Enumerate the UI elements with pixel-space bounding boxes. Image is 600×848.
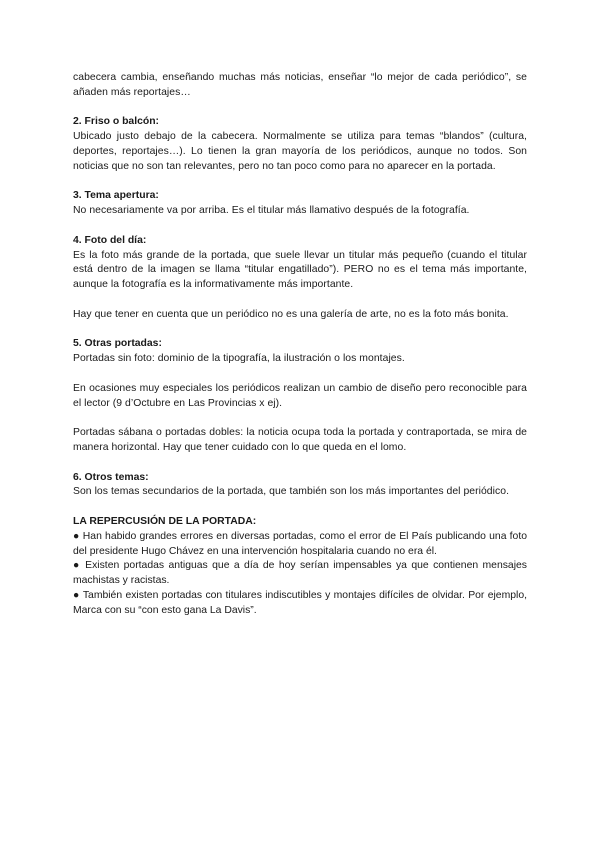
section-otras-portadas <box>73 337 527 455</box>
section-paragraph: Son los temas secundarios de la portada, que también son los más importantes del periódico. <box>73 486 510 498</box>
section-paragraph: Portadas sábana o portadas dobles: la noticia ocupa toda la portada y contraportada, se mira de manera horizontal. Hay que tener cuidado con lo que queda en el lomo. <box>73 427 527 453</box>
section-paragraph: No necesariamente va por arriba. Es el titular más llamativo después de la fotografía. <box>73 205 470 217</box>
section-heading: 4. Foto del día: <box>73 234 147 246</box>
bullet-item: ● También existen portadas con titulares indiscutibles y montajes difíciles de olvidar. Por ejemplo, Marca con su “con esto gana La Davis”. <box>73 589 527 616</box>
section-heading: LA REPERCUSIÓN DE LA PORTADA: <box>73 515 257 527</box>
section-paragraph: Ubicado justo debajo de la cabecera. Normalmente se utiliza para temas “blandos” (cultura, deportes, reportajes…). Lo tienen la gran mayoría de los periódicos, aunque no todos. Son noticias que no son tan relevantes, pero no tan poco como para no aparecer en la portada. <box>73 131 527 172</box>
section-paragraph: Es la foto más grande de la portada, que suele llevar un titular más pequeño (cuando el titular está dentro de la imagen se llama “titular engatillado”). PERO no es el tema más importante, aunque la fotografía es la informativamente más importante. <box>73 249 527 291</box>
section-repercusion <box>73 515 527 619</box>
intro-paragraph: cabecera cambia, enseñando muchas más noticias, enseñar “lo mejor de cada periódico”, se añaden más reportajes… <box>73 72 527 98</box>
bullet-item: ● Existen portadas antiguas que a día de hoy serían impensables ya que contienen mensajes machistas y racistas. <box>73 560 527 587</box>
section-heading: 2. Friso o balcón: <box>73 116 160 128</box>
bullet-item: ● Han habido grandes errores en diversas portadas, como el error de El País publicando una foto del presidente Hugo Chávez en una intervención hospitalaria cuando no era él. <box>73 530 527 557</box>
section-heading: 5. Otras portadas: <box>73 338 162 350</box>
section-otros-temas <box>73 471 527 501</box>
section-friso <box>73 115 527 174</box>
section-heading: 6. Otros temas: <box>73 471 149 483</box>
section-paragraph: Portadas sin foto: dominio de la tipografía, la ilustración o los montajes. <box>73 353 405 365</box>
section-foto-del-dia <box>73 234 527 323</box>
section-tema-apertura <box>73 189 527 219</box>
section-heading: 3. Tema apertura: <box>73 190 159 202</box>
section-paragraph: En ocasiones muy especiales los periódicos realizan un cambio de diseño pero reconocible para el lector (9 d’Octubre en Las Provincias x ej). <box>73 382 527 409</box>
section-paragraph: Hay que tener en cuenta que un periódico no es una galería de arte, no es la foto más bonita. <box>73 308 509 320</box>
